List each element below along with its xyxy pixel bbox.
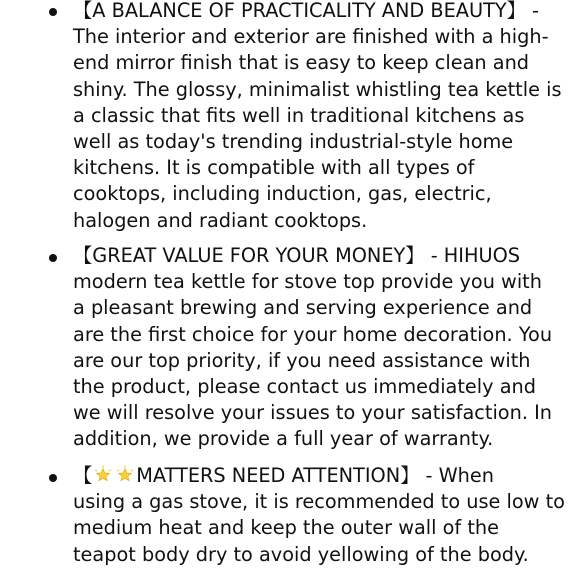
text-line: halogen and radiant cooktops. <box>73 208 368 232</box>
text-line: modern tea kettle for stove top provide you with <box>73 270 542 294</box>
text-line: end mirror finish that is easy to keep clean and <box>73 51 530 75</box>
glowing-star-icon <box>93 465 113 485</box>
text-line: are our top priority, if you need assistance with <box>73 348 531 372</box>
bullet-dot <box>49 254 57 262</box>
text-line: are the first choice for your home decoration. You <box>73 322 553 346</box>
bracket-open: 【 <box>73 464 93 487</box>
text-line: 【A BALANCE OF PRACTICALITY AND BEAUTY】 - <box>73 0 539 22</box>
text-line: a classic that fits well in traditional kitchens as <box>73 103 525 127</box>
text-line: well as today's trending industrial-style home <box>73 129 514 153</box>
bullet-text <box>73 0 562 234</box>
text-line: we will resolve your issues to your satisfaction. In <box>73 401 552 425</box>
bullet-dot <box>49 8 57 16</box>
bullet-dot <box>49 474 57 482</box>
text-line: The interior and exterior are finished with a high- <box>73 25 549 49</box>
text-line: addition, we provide a full year of warranty. <box>73 427 494 451</box>
text-line: using a gas stove, it is recommended to use low to <box>73 490 565 514</box>
bullet-text <box>73 243 553 453</box>
attention-heading: MATTERS NEED ATTENTION】 - When <box>136 464 494 487</box>
text-line: kitchens. It is compatible with all types of <box>73 156 475 180</box>
text-line: the product, please contact us immediately and <box>73 374 536 398</box>
text-line: a pleasant brewing and serving experience and <box>73 296 533 320</box>
text-line: cooktops, including induction, gas, electric, <box>73 182 492 206</box>
text-line: teapot body dry to avoid yellowing of the body. <box>73 542 529 566</box>
text-line-with-icons <box>73 463 543 489</box>
bullet-text <box>73 463 565 568</box>
text-line: 【GREAT VALUE FOR YOUR MONEY】 - HIHUOS <box>73 244 520 267</box>
text-line: medium heat and keep the outer wall of the <box>73 516 499 540</box>
text-line: shiny. The glossy, minimalist whistling tea kettle is <box>73 77 562 101</box>
glowing-star-icon <box>115 465 135 485</box>
